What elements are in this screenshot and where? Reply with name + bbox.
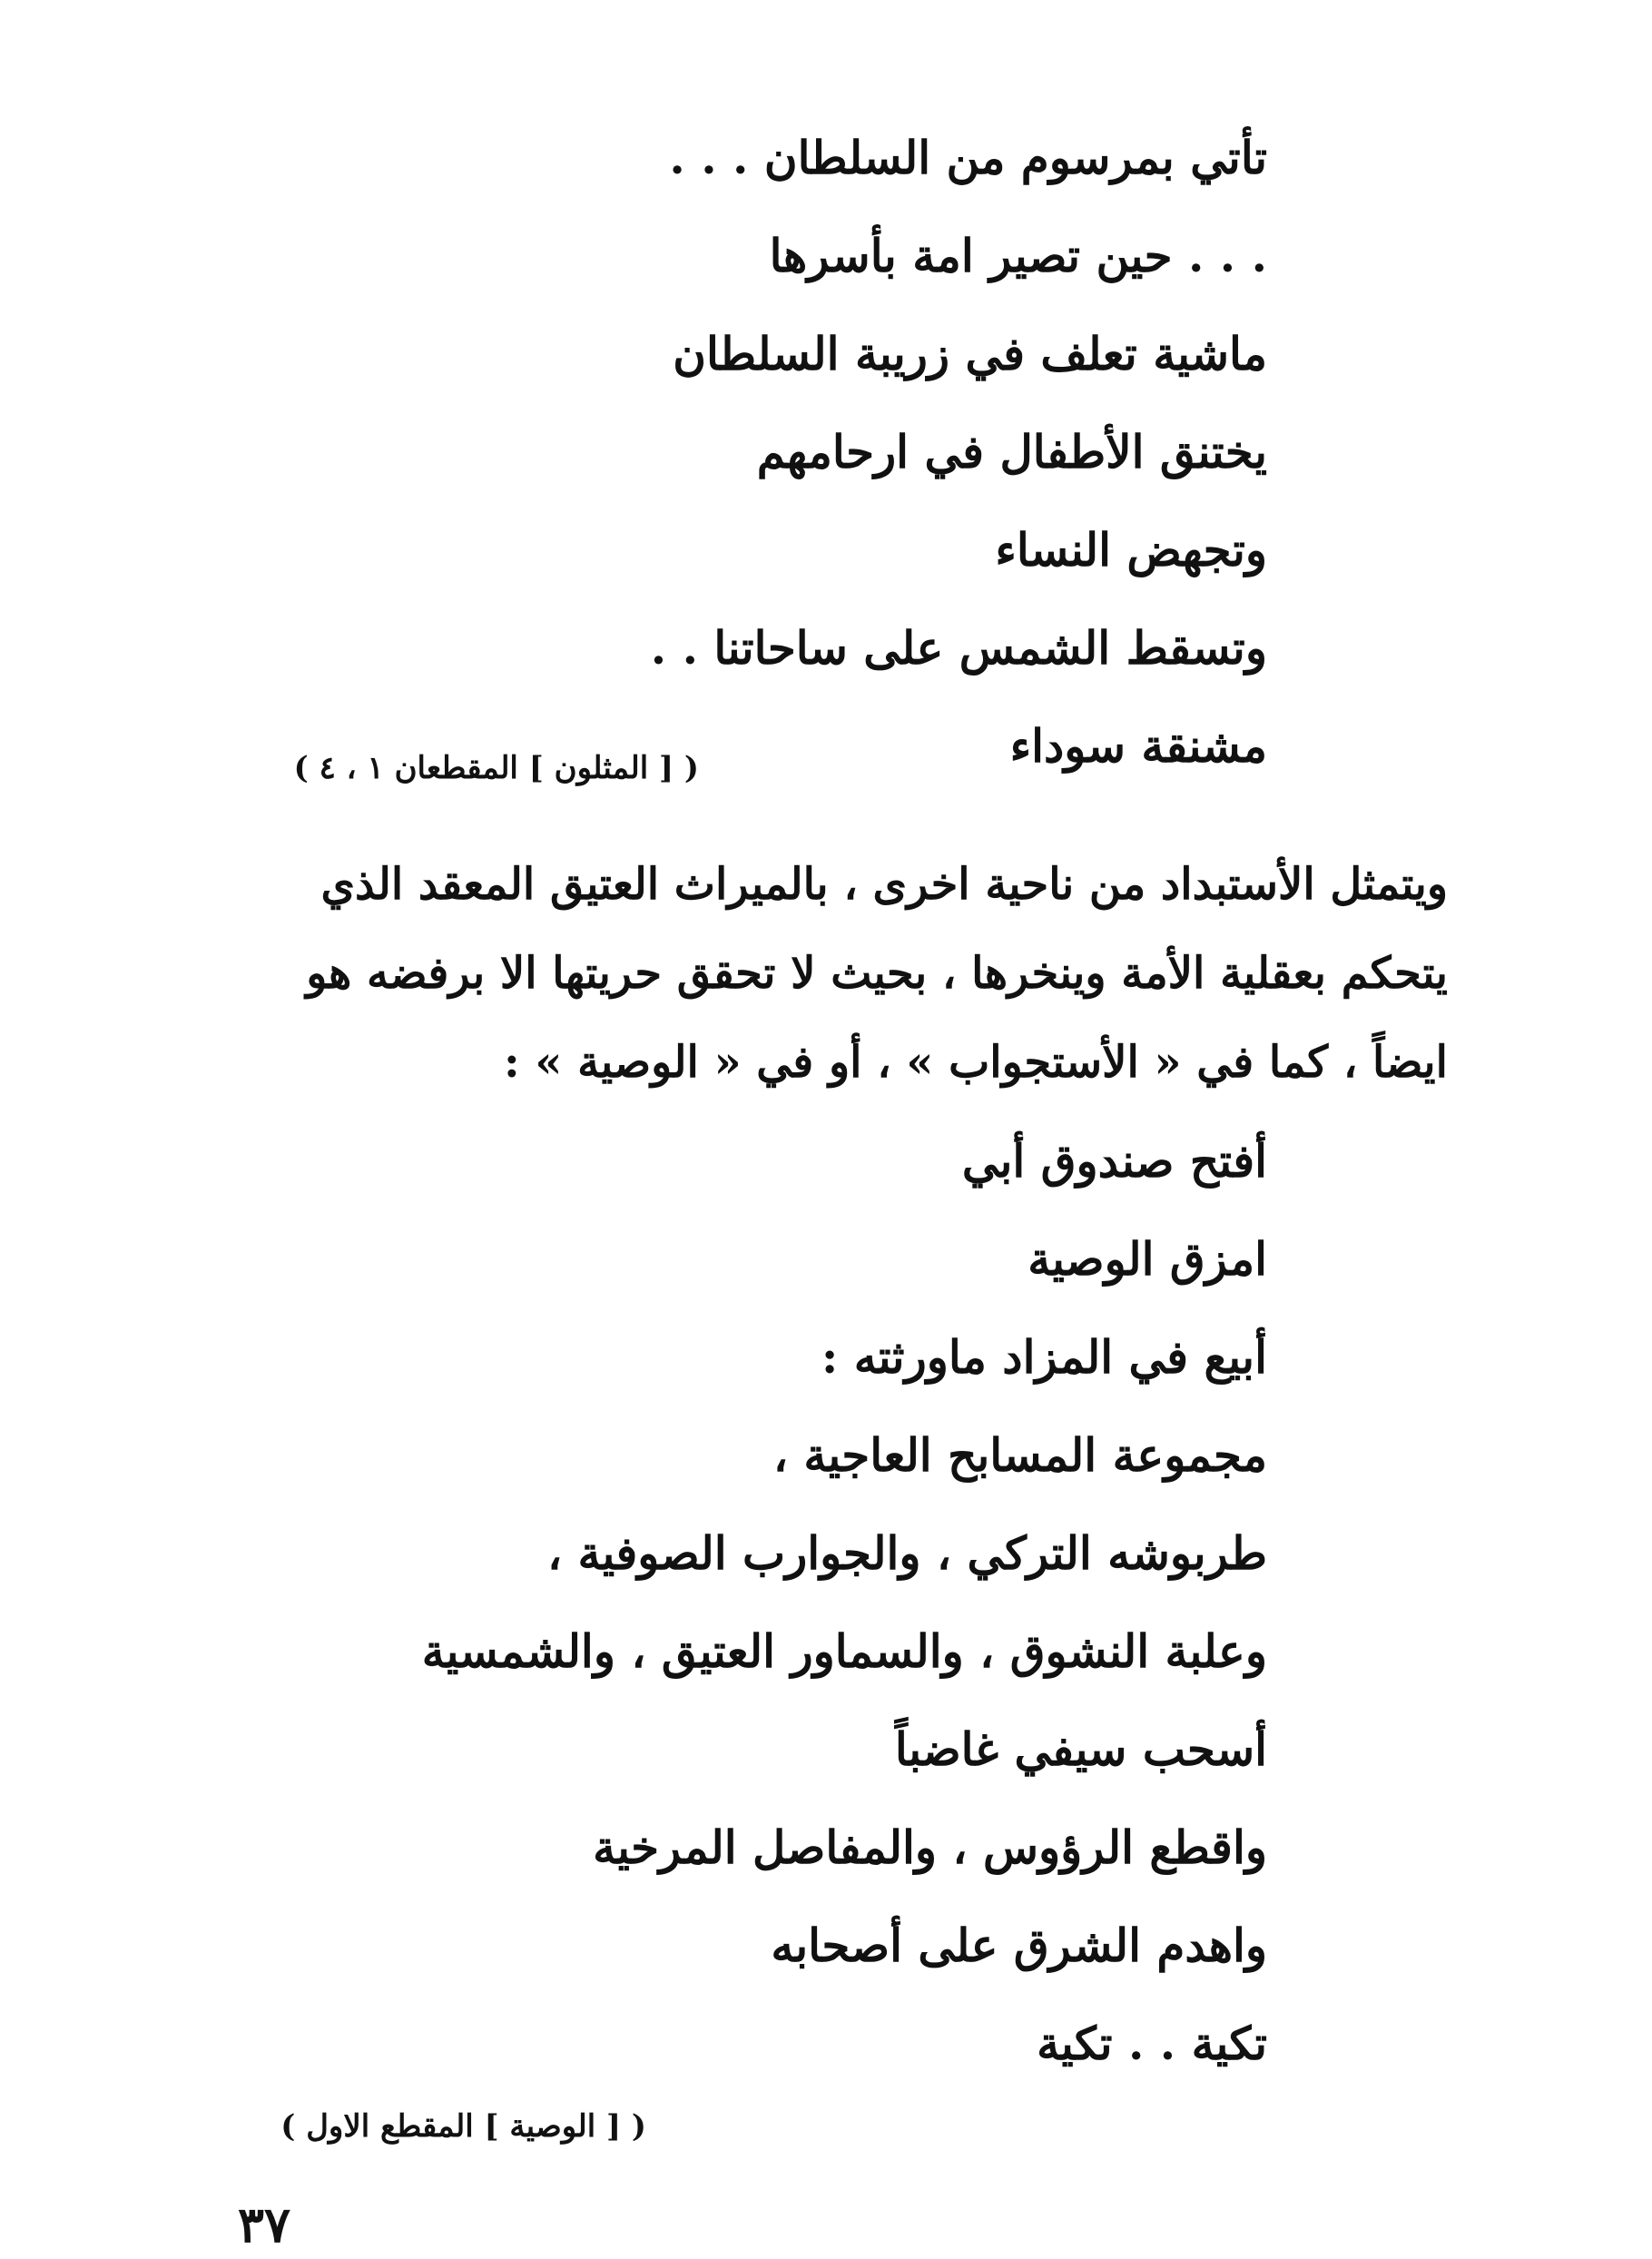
prose-line: ويتمثل الأستبداد من ناحية اخرى ، بالميراث العتيق المعقد الذي (320, 859, 1448, 910)
verse-line: وعلبة النشوق ، والسماور العتيق ، والشمسية (421, 1624, 1267, 1678)
verse-line: أبيع في المزاد ماورثته : (821, 1330, 1267, 1384)
citation-one: ( [ المثلون ] المقطعان ١ ، ٤ ) (293, 750, 699, 786)
verse-line: طربوشه التركي ، والجوارب الصوفية ، (546, 1526, 1267, 1580)
verse-line: أفتح صندوق أبي (961, 1134, 1267, 1188)
verse-line: . . . حين تصير امة بأسرها (769, 229, 1267, 282)
citation-two: ( [ الوصية ] المقطع الاول ) (280, 2108, 646, 2145)
prose-line: ايضاً ، كما في « الأستجواب » ، أو في « الوصية » : (504, 1037, 1448, 1088)
page-number: ٣٧ (238, 2195, 291, 2254)
verse-line: يختنق الأطفال في ارحامهم (756, 425, 1267, 478)
verse-line: مشنقة سوداء (1009, 719, 1267, 773)
prose-paragraph (213, 840, 1448, 1107)
verse-line: تأتي بمرسوم من السلطان . . . (669, 131, 1267, 184)
verse-line: وتسقط الشمس على ساحاتنا . . (650, 621, 1267, 675)
poem-stanza-two (223, 1112, 1267, 2093)
prose-line: يتحكم بعقلية الأمة وينخرها ، بحيث لا تحقق حريتها الا برفضه هو (306, 948, 1448, 999)
verse-line: وتجهض النساء (995, 523, 1267, 577)
verse-line: مجموعة المسابح العاجية ، (772, 1428, 1267, 1482)
poem-stanza-one (223, 109, 1267, 795)
verse-line: ماشية تعلف في زريبة السلطان (673, 327, 1267, 380)
verse-line: واهدم الشرق على أصحابه (771, 1919, 1267, 1972)
verse-line: امزق الوصية (1028, 1232, 1267, 1286)
verse-line: أسحب سيفي غاضباً (894, 1722, 1267, 1776)
verse-line: تكية . . تكية (1037, 2017, 1267, 2070)
verse-line: واقطع الرؤوس ، والمفاصل المرخية (593, 1820, 1267, 1874)
